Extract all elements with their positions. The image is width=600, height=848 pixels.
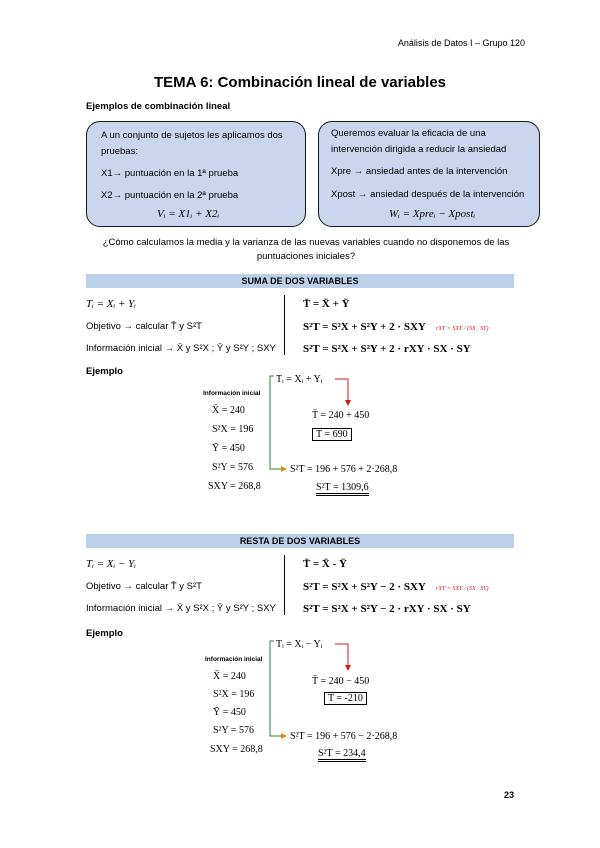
resta-section-bar: RESTA DE DOS VARIABLES bbox=[86, 534, 514, 548]
suma-section-bar: SUMA DE DOS VARIABLES bbox=[86, 274, 514, 288]
suma-ex-mean-result: T̄ = 690 bbox=[312, 428, 352, 441]
suma-given-var-y: S²Y = 576 bbox=[212, 462, 254, 473]
course-header: Análisis de Datos I – Grupo 120 bbox=[397, 38, 525, 48]
suma-ejemplo-label: Ejemplo bbox=[86, 366, 123, 377]
section-subtitle: Ejemplos de combinación lineal bbox=[86, 101, 231, 112]
question-line1: ¿Cómo calculamos la media y la varianza de las nuevas variables cuando no disponemos de las bbox=[102, 237, 510, 248]
box-right-xpost: Xpost → ansiedad después de la intervención bbox=[331, 189, 525, 200]
suma-ex-mean-calc: T̄ = 240 + 450 bbox=[312, 410, 370, 421]
suma-ex-var-calc: S²T = 196 + 576 + 2·268,8 bbox=[290, 464, 398, 475]
suma-info: Información inicial → X̄ y S²X ; Ȳ y S²Y ; SXY bbox=[86, 343, 276, 354]
suma-given-mean-y: Ȳ = 450 bbox=[212, 443, 245, 454]
resta-ex-mean-calc: T̄ = 240 − 450 bbox=[312, 676, 370, 687]
suma-info-title: Información inicial bbox=[203, 390, 261, 397]
suma-definition: Tᵢ = Xᵢ + Yᵢ bbox=[86, 298, 137, 310]
suma-ex-var-result: S²T = 1309,6 bbox=[316, 482, 369, 496]
resta-given-var-x: S²X = 196 bbox=[213, 689, 255, 700]
box-right-xpre: Xpre → ansiedad antes de la intervención bbox=[331, 166, 508, 177]
resta-eq-mean: T̄ = X̄ - Ȳ bbox=[303, 558, 347, 570]
suma-ex-definition: Tᵢ = Xᵢ + Yᵢ bbox=[276, 374, 323, 385]
suma-eq-var-r: S²T = S²X + S²Y + 2 · rXY · SX · SY bbox=[303, 343, 471, 355]
page-number: 23 bbox=[503, 790, 514, 800]
suma-given-cov: SXY = 268,8 bbox=[208, 481, 261, 492]
box-left-line2: pruebas: bbox=[101, 146, 138, 157]
resta-given-cov: SXY = 268,8 bbox=[210, 744, 263, 755]
resta-ex-var-result: S²T = 234,4 bbox=[318, 748, 366, 762]
resta-objetivo: Objetivo → calcular T̄ y S²T bbox=[86, 581, 202, 592]
resta-given-var-y: S²Y = 576 bbox=[213, 725, 255, 736]
resta-ex-var-calc: S²T = 196 + 576 − 2·268,8 bbox=[290, 731, 398, 742]
box-left-formula: Vᵢ = X1ᵢ + X2ᵢ bbox=[157, 208, 220, 220]
box-left-x2: X2→ puntuación en la 2ª prueba bbox=[101, 190, 239, 201]
resta-r-note: rXY = SXY / (SX · SY) bbox=[436, 586, 489, 592]
box-left-line1: A un conjunto de sujetos les aplicamos dos bbox=[101, 130, 283, 141]
resta-given-mean-y: Ȳ = 450 bbox=[213, 707, 246, 718]
suma-eq-mean: T̄ = X̄ + Ȳ bbox=[303, 298, 350, 310]
resta-brace bbox=[280, 555, 285, 615]
resta-info: Información inicial → X̄ y S²X ; Ȳ y S²Y ; SXY bbox=[86, 603, 276, 614]
resta-definition: Tᵢ = Xᵢ − Yᵢ bbox=[86, 558, 137, 570]
resta-eq-var: S²T = S²X + S²Y − 2 · SXY bbox=[303, 581, 426, 593]
box-right-formula: Wᵢ = Xpreᵢ − Xpostᵢ bbox=[389, 208, 476, 220]
suma-r-note: rXY = SXY / (SX · SY) bbox=[436, 326, 489, 332]
box-right-line1: Queremos evaluar la eficacia de una bbox=[331, 128, 486, 139]
question-line2: puntuaciones iniciales? bbox=[256, 251, 356, 262]
page-title: TEMA 6: Combinación lineal de variables bbox=[153, 74, 447, 91]
resta-given-mean-x: X̄ = 240 bbox=[213, 671, 246, 682]
resta-ex-mean-result: T̄ = -210 bbox=[324, 692, 367, 705]
resta-ejemplo-label: Ejemplo bbox=[86, 628, 123, 639]
box-right-line2: intervención dirigida a reducir la ansiedad bbox=[331, 144, 507, 155]
suma-given-var-x: S²X = 196 bbox=[212, 424, 254, 435]
resta-ex-definition: Tᵢ = Xᵢ − Yᵢ bbox=[276, 639, 323, 650]
box-left-x1: X1→ puntuación en la 1ª prueba bbox=[101, 168, 239, 179]
suma-given-mean-x: X̄ = 240 bbox=[212, 405, 245, 416]
resta-eq-var-r: S²T = S²X + S²Y − 2 · rXY · SX · SY bbox=[303, 603, 471, 615]
suma-eq-var: S²T = S²X + S²Y + 2 · SXY bbox=[303, 321, 426, 333]
resta-info-title: Información inicial bbox=[205, 656, 263, 663]
suma-objetivo: Objetivo → calcular T̄ y S²T bbox=[86, 321, 202, 332]
